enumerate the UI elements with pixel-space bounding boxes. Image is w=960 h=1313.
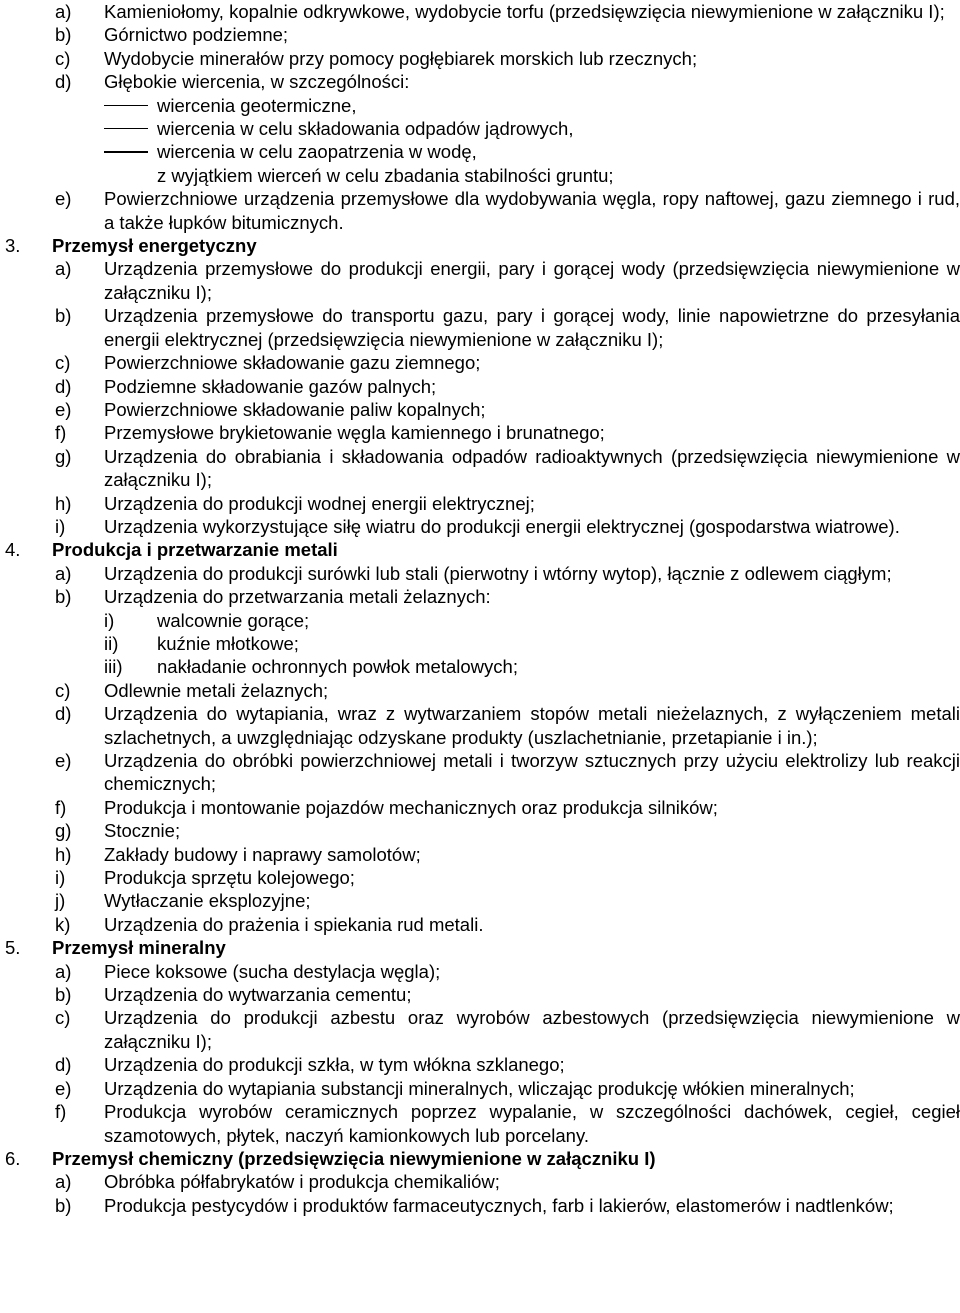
item-marker: h) [55, 843, 72, 865]
item-text: kuźnie młotkowe; [157, 632, 299, 654]
item-text: Urządzenia do prażenia i spiekania rud metali. [104, 913, 484, 935]
list-item [0, 960, 960, 983]
item-marker: c) [55, 679, 71, 701]
item-marker: g) [55, 445, 72, 467]
item-marker: ii) [104, 632, 119, 654]
list-item [0, 47, 960, 70]
section-title: Przemysł chemiczny (przedsięwzięcia niewymienione w załączniku I) [52, 1147, 656, 1169]
item-text: Wydobycie minerałów przy pomocy pogłębiarek morskich lub rzecznych; [104, 47, 698, 69]
item-marker: a) [55, 258, 72, 280]
item-marker: c) [55, 1007, 71, 1029]
item-text: Urządzenia do przetwarzania metali żelaznych: [104, 586, 491, 608]
item-marker: a) [55, 1171, 72, 1193]
item-marker: f) [55, 796, 67, 818]
item-text: Głębokie wiercenia, w szczególności: [104, 71, 410, 93]
section-heading [0, 1147, 960, 1170]
list-item [0, 983, 960, 1006]
section-heading [0, 936, 960, 959]
item-marker: i) [55, 867, 66, 889]
item-marker: d) [55, 1054, 72, 1076]
section-title: Produkcja i przetwarzanie metali [52, 539, 338, 561]
list-item [0, 1006, 960, 1053]
item-text: Odlewnie metali żelaznych; [104, 679, 329, 701]
item-text: Urządzenia przemysłowe do produkcji energii, pary i gorącej wody (przedsięwzięcia niewymienione w załączniku I); [104, 258, 960, 303]
item-marker: b) [55, 984, 72, 1006]
item-marker: iii) [104, 656, 123, 678]
item-text: walcownie gorące; [157, 609, 310, 631]
list-item [0, 585, 960, 608]
item-text: Podziemne składowanie gazów palnych; [104, 375, 437, 397]
list-item [0, 515, 960, 538]
item-marker: a) [55, 562, 72, 584]
dash-bullet [104, 151, 148, 152]
item-text: Urządzenia do obrabiania i składowania odpadów radioaktywnych (przedsięwzięcia niewymienione w załączniku I); [104, 445, 960, 491]
list-item [0, 187, 960, 234]
item-text: Przemysłowe brykietowanie węgla kamiennego i brunatnego; [104, 422, 605, 444]
list-item [0, 749, 960, 796]
item-text: z wyjątkiem wierceń w celu zbadania stabilności gruntu; [157, 164, 614, 186]
item-text: Powierzchniowe składowanie gazu ziemnego; [104, 352, 481, 374]
item-text: Urządzenia do wytapiania, wraz z wytwarzaniem stopów metali nieżelaznych, z wyłączeniem metali szlachetnych, a uwzględniając odzyskane produkty (uszlachetnianie, przetapianie i in.); [104, 703, 960, 748]
item-marker: c) [55, 352, 71, 374]
item-text: Powierzchniowe składowanie paliw kopalnych; [104, 398, 486, 420]
list-item [0, 421, 960, 444]
item-text: Urządzenia wykorzystujące siłę wiatru do produkcji energii elektrycznej (gospodarstwa wiatrowe). [104, 515, 900, 537]
item-text: Produkcja pestycydów i produktów farmaceutycznych, farb i lakierów, elastomerów i nadtlenków; [104, 1194, 894, 1216]
item-marker: b) [55, 586, 72, 608]
item-marker: a) [55, 960, 72, 982]
section-heading [0, 538, 960, 561]
exception-note [0, 164, 960, 187]
item-text: Urządzenia do wytapiania substancji mineralnych, wliczając produkcję włókien mineralnych; [104, 1077, 855, 1099]
item-marker: k) [55, 913, 71, 935]
item-marker: f) [55, 1101, 67, 1123]
item-marker: e) [55, 398, 72, 420]
dash-list-item [0, 140, 960, 163]
section-number: 6. [5, 1147, 21, 1169]
item-marker: b) [55, 24, 72, 46]
item-marker: i) [104, 609, 115, 631]
list-item [0, 492, 960, 515]
item-marker: d) [55, 71, 72, 93]
item-text: Produkcja wyrobów ceramicznych poprzez wypalanie, w szczególności dachówek, cegieł, cegieł szamotowych, płytek, naczyń kamionkowych lub porcelany. [104, 1101, 960, 1146]
sub-list-item [0, 609, 960, 632]
item-text: Kamieniołomy, kopalnie odkrywkowe, wydobycie torfu (przedsięwzięcia niewymienione w załączniku I); [104, 1, 945, 22]
list-item [0, 304, 960, 351]
item-text: Obróbka półfabrykatów i produkcja chemikaliów; [104, 1171, 500, 1193]
item-marker: d) [55, 703, 72, 725]
dash-bullet [104, 105, 148, 106]
item-marker: j) [55, 890, 66, 912]
item-marker: h) [55, 492, 72, 514]
item-text: Wytłaczanie eksplozyjne; [104, 890, 311, 912]
item-text: Urządzenia do obróbki powierzchniowej metali i tworzyw sztucznych przy użyciu elektrolizy lub reakcji chemicznych; [104, 750, 960, 795]
list-item [0, 562, 960, 585]
dash-bullet [104, 128, 148, 129]
item-marker: c) [55, 47, 71, 69]
list-item [0, 1170, 960, 1193]
item-marker: g) [55, 820, 72, 842]
item-text: wiercenia w celu zaopatrzenia w wodę, [157, 141, 477, 163]
list-item [0, 889, 960, 912]
list-item [0, 1100, 960, 1147]
item-text: Urządzenia do produkcji szkła, w tym włókna szklanego; [104, 1054, 565, 1076]
item-text: Produkcja sprzętu kolejowego; [104, 867, 355, 889]
list-item [0, 866, 960, 889]
list-item [0, 70, 960, 93]
item-marker: a) [55, 1, 72, 22]
item-text: Urządzenia do produkcji surówki lub stali (pierwotny i wtórny wytop), łącznie z odlewem ciągłym; [104, 562, 892, 584]
list-item [0, 375, 960, 398]
item-marker: b) [55, 1194, 72, 1216]
section-title: Przemysł energetyczny [52, 235, 257, 257]
dash-list-item [0, 117, 960, 140]
item-text: Piece koksowe (sucha destylacja węgla); [104, 960, 441, 982]
item-marker: e) [55, 750, 72, 771]
section-number: 4. [5, 539, 21, 561]
list-item [0, 843, 960, 866]
list-item [0, 913, 960, 936]
list-item [0, 0, 960, 23]
item-marker: e) [55, 1077, 72, 1099]
section-number: 5. [5, 937, 21, 959]
section-title: Przemysł mineralny [52, 937, 226, 959]
item-marker: i) [55, 515, 66, 537]
item-marker: d) [55, 375, 72, 397]
list-item [0, 702, 960, 749]
section-number: 3. [5, 235, 21, 257]
list-item [0, 1194, 960, 1217]
item-text: Urządzenia do wytwarzania cementu; [104, 984, 412, 1006]
item-text: wiercenia w celu składowania odpadów jądrowych, [157, 118, 574, 140]
item-text: Stocznie; [104, 820, 181, 842]
list-item [0, 1077, 960, 1100]
item-marker: f) [55, 422, 67, 444]
section-heading [0, 234, 960, 257]
item-marker: e) [55, 188, 72, 210]
list-item [0, 819, 960, 842]
item-text: nakładanie ochronnych powłok metalowych; [157, 656, 518, 678]
item-text: Urządzenia do produkcji azbestu oraz wyrobów azbestowych (przedsięwzięcia niewymienione w załączniku I); [104, 1007, 960, 1052]
item-text: wiercenia geotermiczne, [157, 94, 357, 116]
item-text: Urządzenia do produkcji wodnej energii elektrycznej; [104, 492, 535, 514]
list-item [0, 445, 960, 492]
list-item [0, 796, 960, 819]
list-item [0, 679, 960, 702]
list-item [0, 257, 960, 304]
sub-list-item [0, 655, 960, 678]
list-item [0, 398, 960, 421]
item-text: Powierzchniowe urządzenia przemysłowe dla wydobywania węgla, ropy naftowej, gazu ziemnego i rud, a także łupków bitumicznych. [104, 188, 960, 233]
item-text: Produkcja i montowanie pojazdów mechanicznych oraz produkcja silników; [104, 796, 718, 818]
list-item [0, 1053, 960, 1076]
item-text: Urządzenia przemysłowe do transportu gazu, pary i gorącej wody, linie napowietrzne do przesyłania energii elektrycznej (przedsięwzięcia niewymienione w załączniku I); [104, 305, 960, 350]
list-item [0, 351, 960, 374]
dash-list-item [0, 94, 960, 117]
item-text: Górnictwo podziemne; [104, 24, 289, 46]
sub-list-item [0, 632, 960, 655]
item-text: Zakłady budowy i naprawy samolotów; [104, 843, 421, 865]
item-marker: b) [55, 305, 72, 327]
list-item [0, 23, 960, 46]
